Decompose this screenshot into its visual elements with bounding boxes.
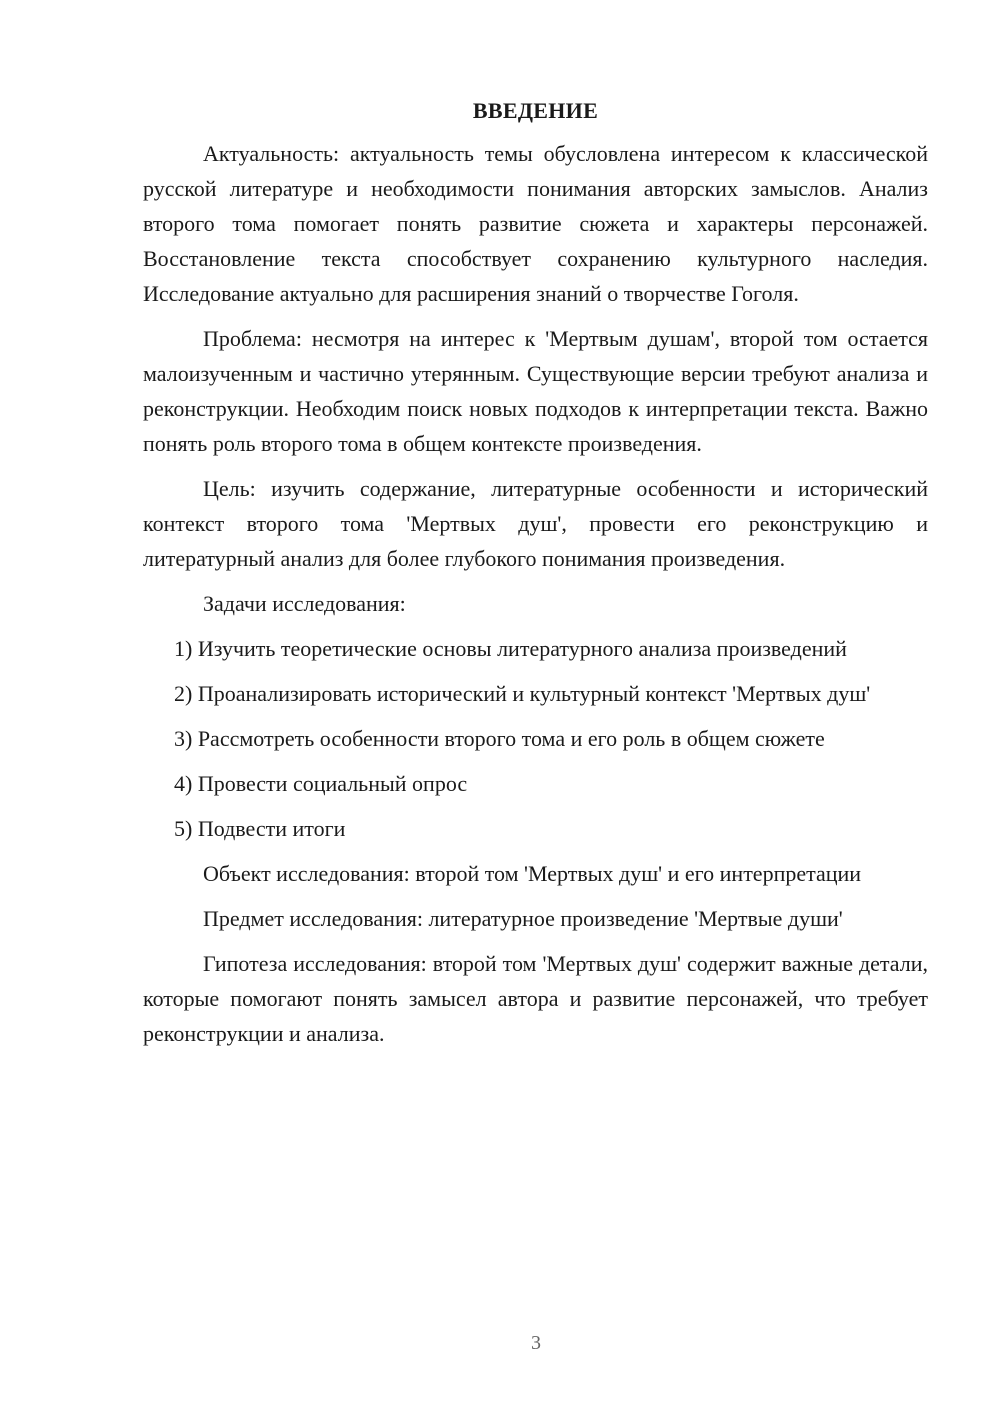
page-content <box>143 96 928 1061</box>
section-title: ВВЕДЕНИЕ <box>472 98 599 123</box>
list-item: 3) Рассмотреть особенности второго тома и его роль в общем сюжете <box>174 726 825 751</box>
relevance-paragraph: Актуальность: актуальность темы обусловлена интересом к классической русской литературе и необходимости понимания авторских замыслов. Анализ второго тома помогает понять развитие сюжета и характеры персонажей. Восстановление текста способствует сохранению культурного наследия. Исследование актуально для расширения знаний о творчестве Гоголя. <box>143 141 928 306</box>
research-subject-paragraph: Предмет исследования: литературное произведение 'Мертвые души' <box>203 906 843 931</box>
goal-paragraph: Цель: изучить содержание, литературные особенности и исторический контекст второго тома 'Мертвых душ', провести его реконструкцию и литературный анализ для более глубокого понимания произведения. <box>143 476 928 571</box>
problem-paragraph: Проблема: несмотря на интерес к 'Мертвым душам', второй том остается малоизученным и частично утерянным. Существующие версии требуют анализа и реконструкции. Необходим поиск новых подходов к интерпретации текста. Важно понять роль второго тома в общем контексте произведения. <box>143 326 928 456</box>
list-item: 2) Проанализировать исторический и культурный контекст 'Мертвых душ' <box>174 681 871 706</box>
research-object-paragraph: Объект исследования: второй том 'Мертвых душ' и его интерпретации <box>203 861 862 886</box>
list-item: 4) Провести социальный опрос <box>174 771 468 796</box>
list-item: 1) Изучить теоретические основы литературного анализа произведений <box>174 636 847 661</box>
list-item: 5) Подвести итоги <box>174 816 346 841</box>
hypothesis-paragraph: Гипотеза исследования: второй том 'Мертвых душ' содержит важные детали, которые помогают понять замысел автора и развитие персонажей, что требует реконструкции и анализа. <box>143 951 928 1046</box>
page-number: 3 <box>531 1332 541 1354</box>
tasks-heading: Задачи исследования: <box>203 591 406 616</box>
task-list <box>143 631 928 846</box>
